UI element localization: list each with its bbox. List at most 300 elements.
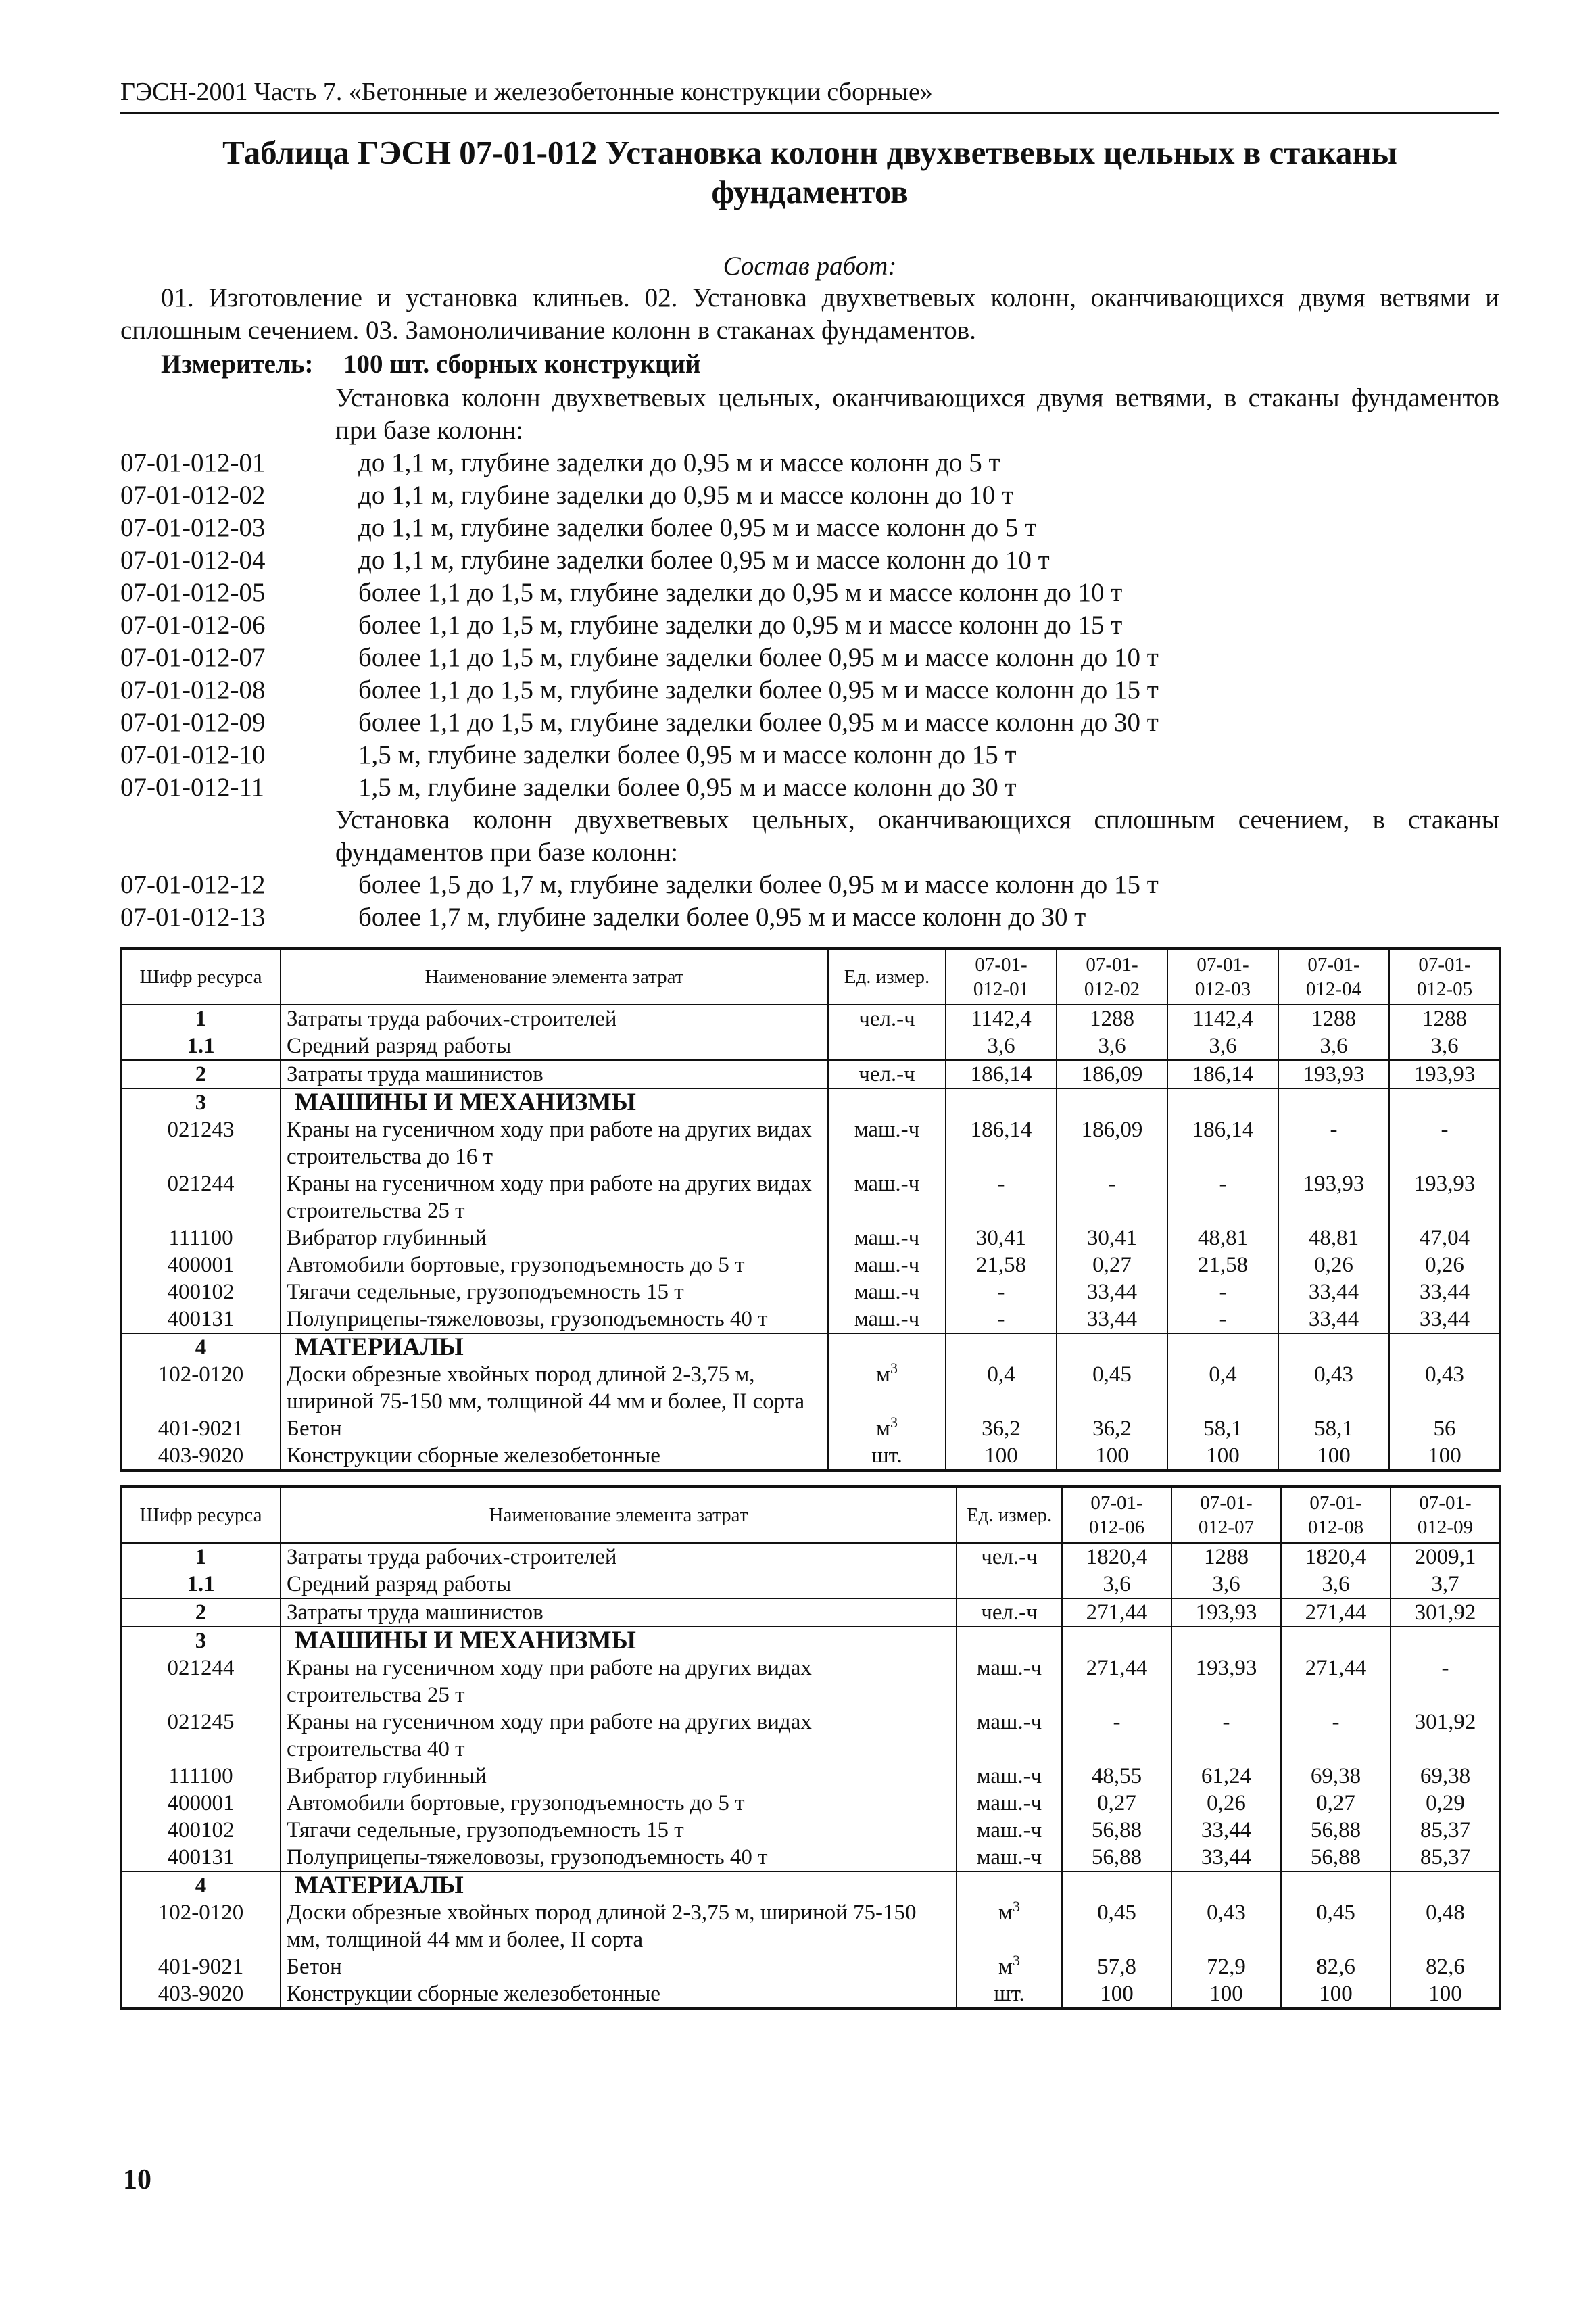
value-cell: 193,93	[1171, 1654, 1281, 1709]
meter-label: Измеритель:	[161, 350, 314, 379]
spec-code: 07-01-012-02	[120, 481, 266, 510]
value-cell: 193,93	[1389, 1060, 1500, 1089]
unit-cell: маш.-ч	[957, 1709, 1062, 1763]
table-row	[121, 1980, 1500, 2009]
table-row	[121, 1571, 1500, 1598]
value-cell	[1278, 1333, 1389, 1361]
value-cell: 100	[1281, 1980, 1391, 2009]
value-cell: 0,4	[1167, 1361, 1278, 1415]
spec-item	[120, 544, 1499, 577]
spec-group-heading: Установка колонн двухветвевых цельных, оканчивающихся двумя ветвями, в стаканы фундаментов при базе колонн:	[335, 383, 1499, 445]
value-cell: 271,44	[1281, 1598, 1391, 1627]
unit-cell: маш.-ч	[957, 1844, 1062, 1871]
unit-cell: маш.-ч	[828, 1170, 946, 1224]
value-cell: 1820,4	[1281, 1543, 1391, 1571]
header-unit: Ед. измер.	[828, 949, 946, 1005]
value-cell: 0,27	[1281, 1790, 1391, 1817]
value-cell	[1389, 1333, 1500, 1361]
resource-code: 021244	[121, 1170, 281, 1224]
value-cell: 47,04	[1389, 1224, 1500, 1251]
resource-code: 021245	[121, 1709, 281, 1763]
table-row	[121, 1415, 1500, 1442]
value-cell: 0,48	[1391, 1899, 1500, 1953]
value-cell: 1142,4	[946, 1005, 1057, 1032]
value-cell: -	[1171, 1709, 1281, 1763]
unit-superscript: 3	[1012, 1898, 1020, 1915]
table-row	[121, 1627, 1500, 1654]
value-cell: 0,29	[1391, 1790, 1500, 1817]
cost-name: Полуприцепы-тяжеловозы, грузоподъемность 40 т	[281, 1306, 828, 1333]
value-cell: 33,44	[1171, 1844, 1281, 1871]
value-cell: 1288	[1171, 1543, 1281, 1571]
resource-code: 401-9021	[121, 1953, 281, 1980]
unit-cell: чел.-ч	[957, 1598, 1062, 1627]
spec-desc: более 1,1 до 1,5 м, глубине заделки более 0,95 м и массе колонн до 30 т	[358, 708, 1159, 737]
value-cell: 85,37	[1391, 1817, 1500, 1844]
cost-name: Затраты труда машинистов	[281, 1598, 957, 1627]
resource-code: 400102	[121, 1279, 281, 1306]
table-row	[121, 1442, 1500, 1471]
page-content	[120, 76, 1499, 2010]
unit-cell: чел.-ч	[828, 1060, 946, 1089]
table-row	[121, 1763, 1500, 1790]
value-cell: 30,41	[1057, 1224, 1167, 1251]
value-cell	[1167, 1089, 1278, 1116]
unit-cell: маш.-ч	[828, 1279, 946, 1306]
value-cell: 56,88	[1062, 1817, 1171, 1844]
resource-code: 400131	[121, 1844, 281, 1871]
value-cell: 56,88	[1062, 1844, 1171, 1871]
value-cell	[1281, 1871, 1391, 1899]
spec-desc: более 1,7 м, глубине заделки более 0,95 м и массе колонн до 30 т	[358, 903, 1086, 932]
spec-desc: до 1,1 м, глубине заделки до 0,95 м и массе колонн до 10 т	[358, 481, 1014, 510]
cost-name: Конструкции сборные железобетонные	[281, 1980, 957, 2009]
spec-code: 07-01-012-13	[120, 903, 266, 932]
header-resource-code: Шифр ресурса	[121, 1487, 281, 1543]
unit-superscript: 3	[890, 1360, 898, 1377]
norm-code-line: 012-07	[1198, 1517, 1255, 1538]
table-row	[121, 1170, 1500, 1224]
spec-desc: более 1,1 до 1,5 м, глубине заделки более 0,95 м и массе колонн до 15 т	[358, 675, 1159, 705]
resource-code: 1.1	[121, 1032, 281, 1060]
value-cell: 36,2	[1057, 1415, 1167, 1442]
header-norm-code	[1281, 1487, 1391, 1543]
value-cell: 61,24	[1171, 1763, 1281, 1790]
value-cell: 1820,4	[1062, 1543, 1171, 1571]
norm-code-line: 012-05	[1416, 978, 1473, 1000]
value-cell: 100	[1062, 1980, 1171, 2009]
resource-code: 1.1	[121, 1571, 281, 1598]
cost-name: Вибратор глубинный	[281, 1763, 957, 1790]
resource-code: 1	[121, 1543, 281, 1571]
value-cell: 186,14	[1167, 1116, 1278, 1170]
unit-cell: маш.-ч	[957, 1654, 1062, 1709]
spec-desc: до 1,1 м, глубине заделки более 0,95 м и массе колонн до 10 т	[358, 546, 1050, 575]
header-norm-code	[1062, 1487, 1171, 1543]
resource-code: 400001	[121, 1790, 281, 1817]
unit-cell: шт.	[957, 1980, 1062, 2009]
table-row	[121, 1709, 1500, 1763]
value-cell: 33,44	[1278, 1279, 1389, 1306]
value-cell: 193,93	[1278, 1170, 1389, 1224]
norm-code-line: 07-01-	[1086, 954, 1138, 976]
cost-name: Затраты труда рабочих-строителей	[281, 1543, 957, 1571]
value-cell: 193,93	[1389, 1170, 1500, 1224]
value-cell: -	[1167, 1170, 1278, 1224]
value-cell: 0,45	[1062, 1899, 1171, 1953]
norm-code-line: 012-06	[1088, 1517, 1145, 1538]
value-cell: 193,93	[1171, 1598, 1281, 1627]
spec-desc: более 1,5 до 1,7 м, глубине заделки более 0,95 м и массе колонн до 15 т	[358, 870, 1159, 899]
unit-cell	[957, 1871, 1062, 1899]
table-row	[121, 1333, 1500, 1361]
value-cell: 100	[1278, 1442, 1389, 1471]
unit-cell: $м^3$	[957, 1899, 1062, 1953]
resource-code: 400131	[121, 1306, 281, 1333]
resource-code: 2	[121, 1060, 281, 1089]
composition-text: 01. Изготовление и установка клиньев. 02. Установка двухветвевых колонн, оканчивающихся двумя ветвями и сплошным сечением. 03. Замоноличивание колонн в стаканах фундаментов.	[120, 283, 1499, 345]
value-cell: 58,1	[1278, 1415, 1389, 1442]
norm-code-line: 07-01-	[1196, 954, 1249, 976]
value-cell: 186,09	[1057, 1060, 1167, 1089]
value-cell	[1062, 1871, 1171, 1899]
resource-code: 102-0120	[121, 1361, 281, 1415]
meter-line	[120, 348, 1499, 381]
spec-desc: до 1,1 м, глубине заделки до 0,95 м и массе колонн до 5 т	[358, 448, 1000, 477]
cost-name: Вибратор глубинный	[281, 1224, 828, 1251]
value-cell: 58,1	[1167, 1415, 1278, 1442]
spec-desc: до 1,1 м, глубине заделки более 0,95 м и массе колонн до 5 т	[358, 513, 1037, 542]
spec-code: 07-01-012-05	[120, 578, 266, 607]
header-norm-code	[946, 949, 1057, 1005]
value-cell: 3,7	[1391, 1571, 1500, 1598]
table-row	[121, 1361, 1500, 1415]
value-cell: 186,09	[1057, 1116, 1167, 1170]
value-cell: 3,6	[946, 1032, 1057, 1060]
value-cell: 56,88	[1281, 1844, 1391, 1871]
norm-code-line: 07-01-	[1418, 954, 1471, 976]
unit-cell: $м^3$	[828, 1361, 946, 1415]
unit-cell: чел.-ч	[957, 1543, 1062, 1571]
value-cell: 1288	[1389, 1005, 1500, 1032]
spec-item	[120, 707, 1499, 739]
table-row	[121, 1279, 1500, 1306]
header-norm-code	[1278, 949, 1389, 1005]
norm-code-line: 07-01-	[1090, 1492, 1143, 1514]
cost-name: Краны на гусеничном ходу при работе на других видах строительства 25 т	[281, 1654, 957, 1709]
cost-name: Бетон	[281, 1953, 957, 1980]
value-cell: 0,43	[1171, 1899, 1281, 1953]
unit-cell: $м^3$	[957, 1953, 1062, 1980]
value-cell: 69,38	[1391, 1763, 1500, 1790]
value-cell: 33,44	[1057, 1279, 1167, 1306]
value-cell: -	[946, 1170, 1057, 1224]
value-cell: 193,93	[1278, 1060, 1389, 1089]
value-cell	[1281, 1627, 1391, 1654]
table-row	[121, 1032, 1500, 1060]
resource-code: 403-9020	[121, 1980, 281, 2009]
value-cell	[946, 1089, 1057, 1116]
spec-item	[120, 642, 1499, 674]
spec-code: 07-01-012-11	[120, 773, 265, 802]
table-row	[121, 1871, 1500, 1899]
spec-code: 07-01-012-03	[120, 513, 266, 542]
resource-code: 2	[121, 1598, 281, 1627]
spec-item	[120, 447, 1499, 479]
unit-cell	[828, 1333, 946, 1361]
table-row	[121, 1654, 1500, 1709]
header-norm-code	[1391, 1487, 1500, 1543]
header-unit: Ед. измер.	[957, 1487, 1062, 1543]
spec-desc: более 1,1 до 1,5 м, глубине заделки до 0,95 м и массе колонн до 10 т	[358, 578, 1123, 607]
cost-name: Затраты труда машинистов	[281, 1060, 828, 1089]
value-cell: 0,45	[1057, 1361, 1167, 1415]
value-cell: 21,58	[946, 1251, 1057, 1279]
spec-code: 07-01-012-12	[120, 870, 266, 899]
value-cell: 33,44	[1171, 1817, 1281, 1844]
resource-code: 4	[121, 1871, 281, 1899]
header-norm-code	[1171, 1487, 1281, 1543]
value-cell: 186,14	[946, 1116, 1057, 1170]
section-heading: МАШИНЫ И МЕХАНИЗМЫ	[281, 1089, 828, 1116]
value-cell: -	[1167, 1306, 1278, 1333]
spec-code: 07-01-012-06	[120, 611, 266, 640]
value-cell: 3,6	[1389, 1032, 1500, 1060]
value-cell: 56,88	[1281, 1817, 1391, 1844]
table-row	[121, 1598, 1500, 1627]
spec-item	[120, 674, 1499, 707]
spec-item	[120, 479, 1499, 512]
value-cell: 3,6	[1281, 1571, 1391, 1598]
spec-code: 07-01-012-10	[120, 740, 266, 769]
value-cell: -	[946, 1279, 1057, 1306]
resource-code: 3	[121, 1089, 281, 1116]
value-cell: 271,44	[1062, 1598, 1171, 1627]
value-cell: 271,44	[1281, 1654, 1391, 1709]
header-norm-code	[1167, 949, 1278, 1005]
value-cell: 0,27	[1062, 1790, 1171, 1817]
table-title: Таблица ГЭСН 07-01-012 Установка колонн двухветвевых цельных в стаканы фундаментов	[222, 134, 1397, 210]
meter-value: 100 шт. сборных конструкций	[343, 350, 701, 379]
cost-name: Затраты труда рабочих-строителей	[281, 1005, 828, 1032]
value-cell: 85,37	[1391, 1844, 1500, 1871]
value-cell: 57,8	[1062, 1953, 1171, 1980]
header-norm-code	[1057, 949, 1167, 1005]
value-cell: 69,38	[1281, 1763, 1391, 1790]
norm-code-line: 012-03	[1194, 978, 1251, 1000]
unit-cell: маш.-ч	[957, 1763, 1062, 1790]
value-cell: 301,92	[1391, 1709, 1500, 1763]
resource-code: 1	[121, 1005, 281, 1032]
norm-code-line: 012-09	[1417, 1517, 1474, 1538]
value-cell: 2009,1	[1391, 1543, 1500, 1571]
table-row	[121, 1089, 1500, 1116]
value-cell: 33,44	[1389, 1306, 1500, 1333]
value-cell: 100	[1167, 1442, 1278, 1471]
resource-code: 3	[121, 1627, 281, 1654]
spec-code: 07-01-012-07	[120, 643, 266, 672]
value-cell: -	[1167, 1279, 1278, 1306]
value-cell: 100	[1389, 1442, 1500, 1471]
value-cell	[1389, 1089, 1500, 1116]
table-row	[121, 1224, 1500, 1251]
norm-code-line: 012-02	[1084, 978, 1140, 1000]
norm-code-line: 012-01	[973, 978, 1030, 1000]
section-heading: МАТЕРИАЛЫ	[281, 1871, 957, 1899]
unit-superscript: 3	[890, 1414, 898, 1431]
value-cell	[1278, 1089, 1389, 1116]
value-cell: 56	[1389, 1415, 1500, 1442]
value-cell: 1288	[1057, 1005, 1167, 1032]
value-cell: 0,26	[1389, 1251, 1500, 1279]
spec-list	[120, 382, 1499, 934]
cost-name: Тягачи седельные, грузоподъемность 15 т	[281, 1817, 957, 1844]
value-cell: -	[1391, 1654, 1500, 1709]
value-cell: 1288	[1278, 1005, 1389, 1032]
value-cell: 100	[1057, 1442, 1167, 1471]
value-cell: -	[1062, 1709, 1171, 1763]
unit-cell: маш.-ч	[957, 1790, 1062, 1817]
norm-code-line: 012-08	[1307, 1517, 1364, 1538]
value-cell	[1062, 1627, 1171, 1654]
spec-desc: более 1,1 до 1,5 м, глубине заделки более 0,95 м и массе колонн до 10 т	[358, 643, 1159, 672]
page-number: 10	[123, 2164, 151, 2195]
resource-code: 4	[121, 1333, 281, 1361]
value-cell: 0,27	[1057, 1251, 1167, 1279]
unit-cell: маш.-ч	[828, 1224, 946, 1251]
cost-name: Краны на гусеничном ходу при работе на других видах строительства 25 т	[281, 1170, 828, 1224]
header-resource-code: Шифр ресурса	[121, 949, 281, 1005]
cost-name: Бетон	[281, 1415, 828, 1442]
unit-cell: чел.-ч	[828, 1005, 946, 1032]
value-cell: 100	[1171, 1980, 1281, 2009]
value-cell	[1391, 1871, 1500, 1899]
norm-code-line: 07-01-	[1309, 1492, 1362, 1514]
spec-item	[120, 869, 1499, 901]
spec-desc: более 1,1 до 1,5 м, глубине заделки до 0,95 м и массе колонн до 15 т	[358, 611, 1123, 640]
table-row	[121, 1060, 1500, 1089]
header-cost-name: Наименование элемента затрат	[281, 1487, 957, 1543]
header-norm-code	[1389, 949, 1500, 1005]
section-heading: МАТЕРИАЛЫ	[281, 1333, 828, 1361]
spec-code: 07-01-012-01	[120, 448, 266, 477]
table-row	[121, 1116, 1500, 1170]
value-cell: 0,4	[946, 1361, 1057, 1415]
value-cell: 100	[1391, 1980, 1500, 2009]
cost-name: Автомобили бортовые, грузоподъемность до 5 т	[281, 1251, 828, 1279]
value-cell	[1057, 1089, 1167, 1116]
value-cell: -	[1057, 1170, 1167, 1224]
unit-cell	[828, 1089, 946, 1116]
header-cost-name: Наименование элемента затрат	[281, 949, 828, 1005]
value-cell	[1171, 1871, 1281, 1899]
spec-item	[120, 512, 1499, 544]
value-cell: 100	[946, 1442, 1057, 1471]
composition-heading: Состав работ:	[723, 252, 897, 281]
resource-code: 102-0120	[121, 1899, 281, 1953]
value-cell: 82,6	[1281, 1953, 1391, 1980]
unit-cell	[957, 1571, 1062, 1598]
value-cell: 36,2	[946, 1415, 1057, 1442]
running-header: ГЭСН-2001 Часть 7. «Бетонные и железобетонные конструкции сборные»	[120, 76, 1499, 114]
cost-name: Средний разряд работы	[281, 1032, 828, 1060]
value-cell: -	[946, 1306, 1057, 1333]
cost-name: Автомобили бортовые, грузоподъемность до 5 т	[281, 1790, 957, 1817]
spec-item	[120, 901, 1499, 934]
spec-code: 07-01-012-04	[120, 546, 266, 575]
resource-code: 403-9020	[121, 1442, 281, 1471]
value-cell	[946, 1333, 1057, 1361]
norm-code-line: 012-04	[1305, 978, 1362, 1000]
cost-table-1	[120, 947, 1501, 1472]
value-cell: -	[1278, 1116, 1389, 1170]
value-cell: -	[1389, 1116, 1500, 1170]
value-cell	[1391, 1627, 1500, 1654]
cost-name: Краны на гусеничном ходу при работе на других видах строительства 40 т	[281, 1709, 957, 1763]
unit-cell: маш.-ч	[828, 1116, 946, 1170]
value-cell: 33,44	[1278, 1306, 1389, 1333]
cost-table-2	[120, 1485, 1501, 2010]
resource-code: 021244	[121, 1654, 281, 1709]
norm-code-line: 07-01-	[1307, 954, 1360, 976]
value-cell: 3,6	[1278, 1032, 1389, 1060]
value-cell: 48,55	[1062, 1763, 1171, 1790]
cost-name: Полуприцепы-тяжеловозы, грузоподъемность 40 т	[281, 1844, 957, 1871]
unit-cell: $м^3$	[828, 1415, 946, 1442]
table-row	[121, 1953, 1500, 1980]
table-row	[121, 1005, 1500, 1032]
unit-superscript: 3	[1012, 1952, 1020, 1969]
unit-cell	[828, 1032, 946, 1060]
resource-code: 400001	[121, 1251, 281, 1279]
unit-cell: маш.-ч	[828, 1251, 946, 1279]
value-cell: 30,41	[946, 1224, 1057, 1251]
value-cell: 33,44	[1389, 1279, 1500, 1306]
table-row	[121, 1543, 1500, 1571]
value-cell: 0,26	[1171, 1790, 1281, 1817]
spec-items	[120, 447, 1499, 804]
spec-item	[120, 771, 1499, 804]
value-cell	[1171, 1627, 1281, 1654]
table-row	[121, 1790, 1500, 1817]
value-cell: 271,44	[1062, 1654, 1171, 1709]
table-row	[121, 1306, 1500, 1333]
value-cell: 3,6	[1171, 1571, 1281, 1598]
value-cell: 186,14	[1167, 1060, 1278, 1089]
value-cell	[1057, 1333, 1167, 1361]
spec-group-heading: Установка колонн двухветвевых цельных, оканчивающихся сплошным сечением, в стаканы фундаментов при базе колонн:	[335, 805, 1499, 867]
cost-name: Краны на гусеничном ходу при работе на других видах строительства до 16 т	[281, 1116, 828, 1170]
unit-cell: маш.-ч	[957, 1817, 1062, 1844]
value-cell: 301,92	[1391, 1598, 1500, 1627]
resource-code: 401-9021	[121, 1415, 281, 1442]
resource-code: 111100	[121, 1224, 281, 1251]
table-row	[121, 1251, 1500, 1279]
norm-code-line: 07-01-	[975, 954, 1027, 976]
value-cell: 0,43	[1389, 1361, 1500, 1415]
spec-item	[120, 577, 1499, 609]
value-cell: 0,43	[1278, 1361, 1389, 1415]
value-cell: 72,9	[1171, 1953, 1281, 1980]
norm-code-line: 07-01-	[1419, 1492, 1472, 1514]
cost-name: Тягачи седельные, грузоподъемность 15 т	[281, 1279, 828, 1306]
resource-code: 111100	[121, 1763, 281, 1790]
unit-cell: шт.	[828, 1442, 946, 1471]
cost-name: Средний разряд работы	[281, 1571, 957, 1598]
resource-code: 400102	[121, 1817, 281, 1844]
cost-name: Конструкции сборные железобетонные	[281, 1442, 828, 1471]
spec-desc: 1,5 м, глубине заделки более 0,95 м и массе колонн до 15 т	[358, 740, 1017, 769]
